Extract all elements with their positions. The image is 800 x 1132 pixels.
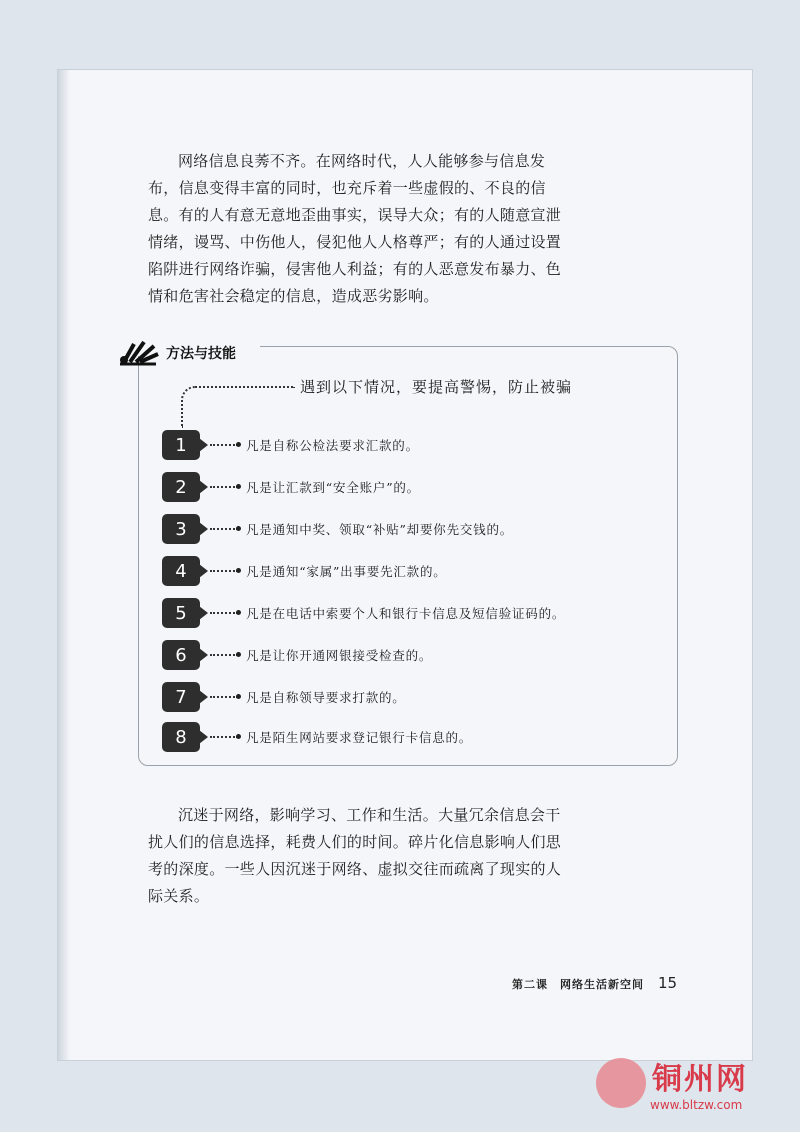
item-number: 6 [162,640,200,670]
section-subtitle: 遇到以下情况，要提高警惕，防止被骗 [300,378,573,396]
list-item [162,556,447,586]
seal-icon [596,1058,646,1108]
list-item [162,430,419,460]
section-header [116,338,236,368]
page-footer [512,974,677,992]
dotted-leader [210,612,238,614]
dotted-leader [210,528,238,530]
list-item [162,514,513,544]
item-number: 7 [162,682,200,712]
item-text: 凡是自称领导要求打款的。 [246,690,406,705]
textbook-page [58,70,752,1060]
page-number: 15 [658,974,678,992]
watermark-logo [596,1054,786,1120]
section-title: 方法与技能 [166,346,236,362]
dotted-leader [210,444,238,446]
item-text: 凡是让你开通网银接受检查的。 [246,648,433,663]
paragraph-2: 沉迷于网络，影响学习、工作和生活。大量冗余信息会干扰人们的信息选择，耗费人们的时间。碎片化信息影响人们思考的深度。一些人因沉迷于网络、虚拟交往而疏离了现实的人际关系。 [148,806,562,905]
item-number: 8 [162,722,200,752]
item-text: 凡是陌生网站要求登记银行卡信息的。 [246,730,473,745]
list-item [162,722,472,752]
footer-lesson: 第二课 网络生活新空间 [512,978,644,991]
item-number: 4 [162,556,200,586]
dotted-leader [210,654,238,656]
item-text: 凡是在电话中索要个人和银行卡信息及短信验证码的。 [246,606,566,621]
fan-icon [116,338,160,368]
dotted-leader [210,486,238,488]
item-text: 凡是通知中奖、领取“补贴”却要你先交钱的。 [246,522,514,537]
item-text: 凡是通知“家属”出事要先汇款的。 [246,564,447,579]
page-edge [58,70,70,1060]
dotted-leader [210,696,238,698]
watermark-name: 铜州网 [652,1062,748,1097]
list-item [162,472,420,502]
item-number: 2 [162,472,200,502]
watermark-url: www.bltzw.com [650,1098,743,1112]
item-number: 1 [162,430,200,460]
item-number: 5 [162,598,200,628]
item-number: 3 [162,514,200,544]
list-item [162,598,565,628]
dotted-leader [210,736,238,738]
list-item [162,640,432,670]
item-text: 凡是自称公检法要求汇款的。 [246,438,419,453]
dotted-connector [181,386,295,428]
item-text: 凡是让汇款到“安全账户”的。 [246,480,420,495]
paragraph-1: 网络信息良莠不齐。在网络时代，人人能够参与信息发布，信息变得丰富的同时，也充斥着一些虚假的、不良的信息。有的人有意无意地歪曲事实，误导大众；有的人随意宣泄情绪，谩骂、中伤他人，侵犯他人人格尊严；有的人通过设置陷阱进行网络诈骗，侵害他人利益；有的人恶意发布暴力、色情和危害社会稳定的信息，造成恶劣影响。 [148,152,562,305]
dotted-leader [210,570,238,572]
list-item [162,682,406,712]
